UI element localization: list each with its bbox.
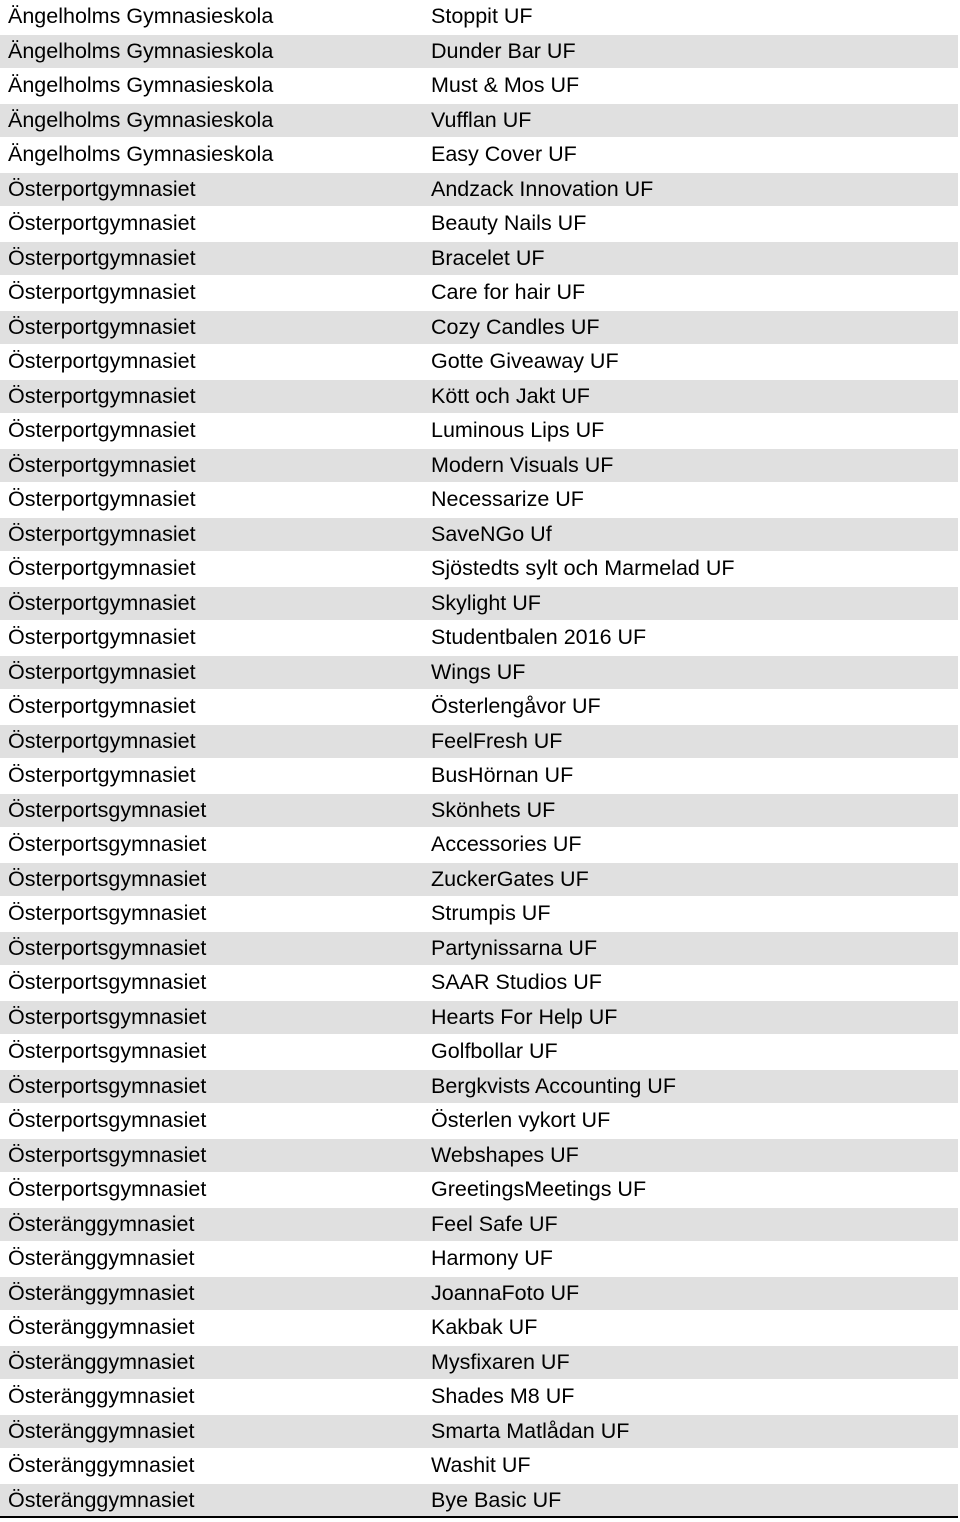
table-row (0, 1311, 958, 1346)
table-row (0, 656, 958, 691)
company-name-cell: BusHörnan UF (431, 763, 574, 787)
school-name-cell: Österportgymnasiet (8, 728, 196, 753)
school-name-cell: Österportgymnasiet (8, 418, 196, 442)
company-name-cell: SaveNGo Uf (431, 521, 552, 546)
company-name-cell: Partynissarna UF (431, 935, 598, 960)
company-name-cell: Luminous Lips UF (431, 418, 605, 442)
school-name-cell: Ängelholms Gymnasieskola (8, 142, 274, 166)
table-row (0, 1001, 958, 1036)
company-name-cell: Modern Visuals UF (431, 452, 614, 477)
school-name-cell: Österänggymnasiet (8, 1211, 195, 1236)
table-row (0, 104, 958, 139)
company-name-cell: Österlengåvor UF (431, 694, 601, 718)
company-name-cell: Vufflan UF (431, 107, 532, 132)
school-name-cell: Österportgymnasiet (8, 487, 196, 511)
company-name-cell: Mysfixaren UF (431, 1349, 570, 1374)
table-row (0, 552, 958, 587)
company-name-cell: GreetingsMeetings UF (431, 1177, 647, 1201)
company-name-cell: SAAR Studios UF (431, 970, 602, 994)
school-name-cell: Österportgymnasiet (8, 280, 196, 304)
table-row (0, 1104, 958, 1139)
school-name-cell: Österänggymnasiet (8, 1315, 195, 1339)
table-row (0, 1449, 958, 1484)
company-name-cell: Österlen vykort UF (431, 1108, 611, 1132)
table-row (0, 1346, 958, 1381)
table-row (0, 759, 958, 794)
company-name-cell: Dunder Bar UF (431, 38, 576, 63)
school-name-cell: Ängelholms Gymnasieskola (8, 73, 274, 97)
school-name-cell: Österportsgymnasiet (8, 901, 207, 925)
school-name-cell: Österportgymnasiet (8, 176, 196, 201)
company-name-cell: Bye Basic UF (431, 1487, 562, 1512)
school-name-cell: Österportgymnasiet (8, 694, 196, 718)
school-name-cell: Österportsgymnasiet (8, 797, 207, 822)
table-row (0, 690, 958, 725)
school-name-cell: Österportgymnasiet (8, 625, 196, 649)
school-name-cell: Österportsgymnasiet (8, 1073, 207, 1098)
table-row (0, 69, 958, 104)
table-row (0, 1035, 958, 1070)
table-row (0, 1242, 958, 1277)
school-name-cell: Österportgymnasiet (8, 314, 196, 339)
table-row (0, 0, 958, 35)
table-row (0, 483, 958, 518)
table-row (0, 897, 958, 932)
table-row (0, 1277, 958, 1312)
company-name-cell: Studentbalen 2016 UF (431, 625, 647, 649)
school-name-cell: Österportgymnasiet (8, 383, 196, 408)
school-name-cell: Ängelholms Gymnasieskola (8, 107, 274, 132)
table-row (0, 794, 958, 829)
school-name-cell: Österportsgymnasiet (8, 832, 207, 856)
school-name-cell: Österportgymnasiet (8, 452, 196, 477)
company-name-cell: Wings UF (431, 659, 526, 684)
school-name-cell: Österportgymnasiet (8, 349, 196, 373)
table-row (0, 380, 958, 415)
school-name-cell: Österportgymnasiet (8, 556, 196, 580)
table-row (0, 311, 958, 346)
company-name-cell: Sjöstedts sylt och Marmelad UF (431, 556, 735, 580)
table-row (0, 414, 958, 449)
company-name-cell: Cozy Candles UF (431, 314, 600, 339)
table-row (0, 828, 958, 863)
company-name-cell: Strumpis UF (431, 901, 551, 925)
company-name-cell: Must & Mos UF (431, 73, 580, 97)
table-row (0, 35, 958, 70)
school-name-cell: Österportgymnasiet (8, 245, 196, 270)
table-row (0, 966, 958, 1001)
school-name-cell: Österportgymnasiet (8, 763, 196, 787)
company-name-cell: Stoppit UF (431, 4, 533, 28)
table-row (0, 1070, 958, 1105)
table-row (0, 276, 958, 311)
table-row (0, 242, 958, 277)
company-name-cell: Smarta Matlådan UF (431, 1418, 630, 1443)
company-name-cell: Webshapes UF (431, 1142, 579, 1167)
company-name-cell: FeelFresh UF (431, 728, 563, 753)
table-row (0, 1173, 958, 1208)
school-name-cell: Österänggymnasiet (8, 1384, 195, 1408)
school-name-cell: Österportsgymnasiet (8, 1177, 207, 1201)
school-name-cell: Österänggymnasiet (8, 1453, 195, 1477)
school-name-cell: Österportsgymnasiet (8, 1039, 207, 1063)
company-name-cell: Kakbak UF (431, 1315, 538, 1339)
company-name-cell: Gotte Giveaway UF (431, 349, 619, 373)
school-name-cell: Österportgymnasiet (8, 590, 196, 615)
table-row (0, 1415, 958, 1450)
table-row (0, 345, 958, 380)
company-name-cell: Kött och Jakt UF (431, 383, 590, 408)
school-name-cell: Österportsgymnasiet (8, 1004, 207, 1029)
company-name-cell: Golfbollar UF (431, 1039, 558, 1063)
school-name-cell: Österportsgymnasiet (8, 1142, 207, 1167)
table-row (0, 518, 958, 553)
table-row (0, 207, 958, 242)
school-name-cell: Ängelholms Gymnasieskola (8, 4, 274, 28)
company-name-cell: Harmony UF (431, 1246, 553, 1270)
table-row (0, 1380, 958, 1415)
school-name-cell: Ängelholms Gymnasieskola (8, 38, 274, 63)
company-name-cell: Beauty Nails UF (431, 211, 587, 235)
table-row (0, 1139, 958, 1174)
school-name-cell: Österänggymnasiet (8, 1418, 195, 1443)
table-row (0, 173, 958, 208)
school-name-cell: Österänggymnasiet (8, 1487, 195, 1512)
table-row (0, 1208, 958, 1243)
company-name-cell: Skönhets UF (431, 797, 556, 822)
table-row (0, 621, 958, 656)
school-name-cell: Österportgymnasiet (8, 211, 196, 235)
table-row (0, 932, 958, 967)
school-name-cell: Österportsgymnasiet (8, 866, 207, 891)
table-row (0, 1484, 958, 1519)
school-name-cell: Österportgymnasiet (8, 521, 196, 546)
school-name-cell: Österänggymnasiet (8, 1280, 195, 1305)
company-name-cell: Andzack Innovation UF (431, 176, 654, 201)
table-row (0, 587, 958, 622)
table-row (0, 449, 958, 484)
table-row (0, 138, 958, 173)
school-name-cell: Österportsgymnasiet (8, 970, 207, 994)
company-name-cell: ZuckerGates UF (431, 866, 589, 891)
company-name-cell: JoannaFoto UF (431, 1280, 580, 1305)
company-name-cell: Accessories UF (431, 832, 582, 856)
company-name-cell: Necessarize UF (431, 487, 584, 511)
company-name-cell: Care for hair UF (431, 280, 586, 304)
school-name-cell: Österportgymnasiet (8, 659, 196, 684)
company-name-cell: Bracelet UF (431, 245, 545, 270)
company-name-cell: Washit UF (431, 1453, 531, 1477)
school-name-cell: Österportsgymnasiet (8, 1108, 207, 1132)
table-row (0, 863, 958, 898)
school-name-cell: Österportsgymnasiet (8, 935, 207, 960)
company-name-cell: Skylight UF (431, 590, 541, 615)
table-row (0, 725, 958, 760)
company-name-cell: Feel Safe UF (431, 1211, 558, 1236)
company-name-cell: Hearts For Help UF (431, 1004, 618, 1029)
school-name-cell: Österänggymnasiet (8, 1246, 195, 1270)
company-name-cell: Easy Cover UF (431, 142, 577, 166)
company-name-cell: Shades M8 UF (431, 1384, 575, 1408)
company-name-cell: Bergkvists Accounting UF (431, 1073, 676, 1098)
school-name-cell: Österänggymnasiet (8, 1349, 195, 1374)
